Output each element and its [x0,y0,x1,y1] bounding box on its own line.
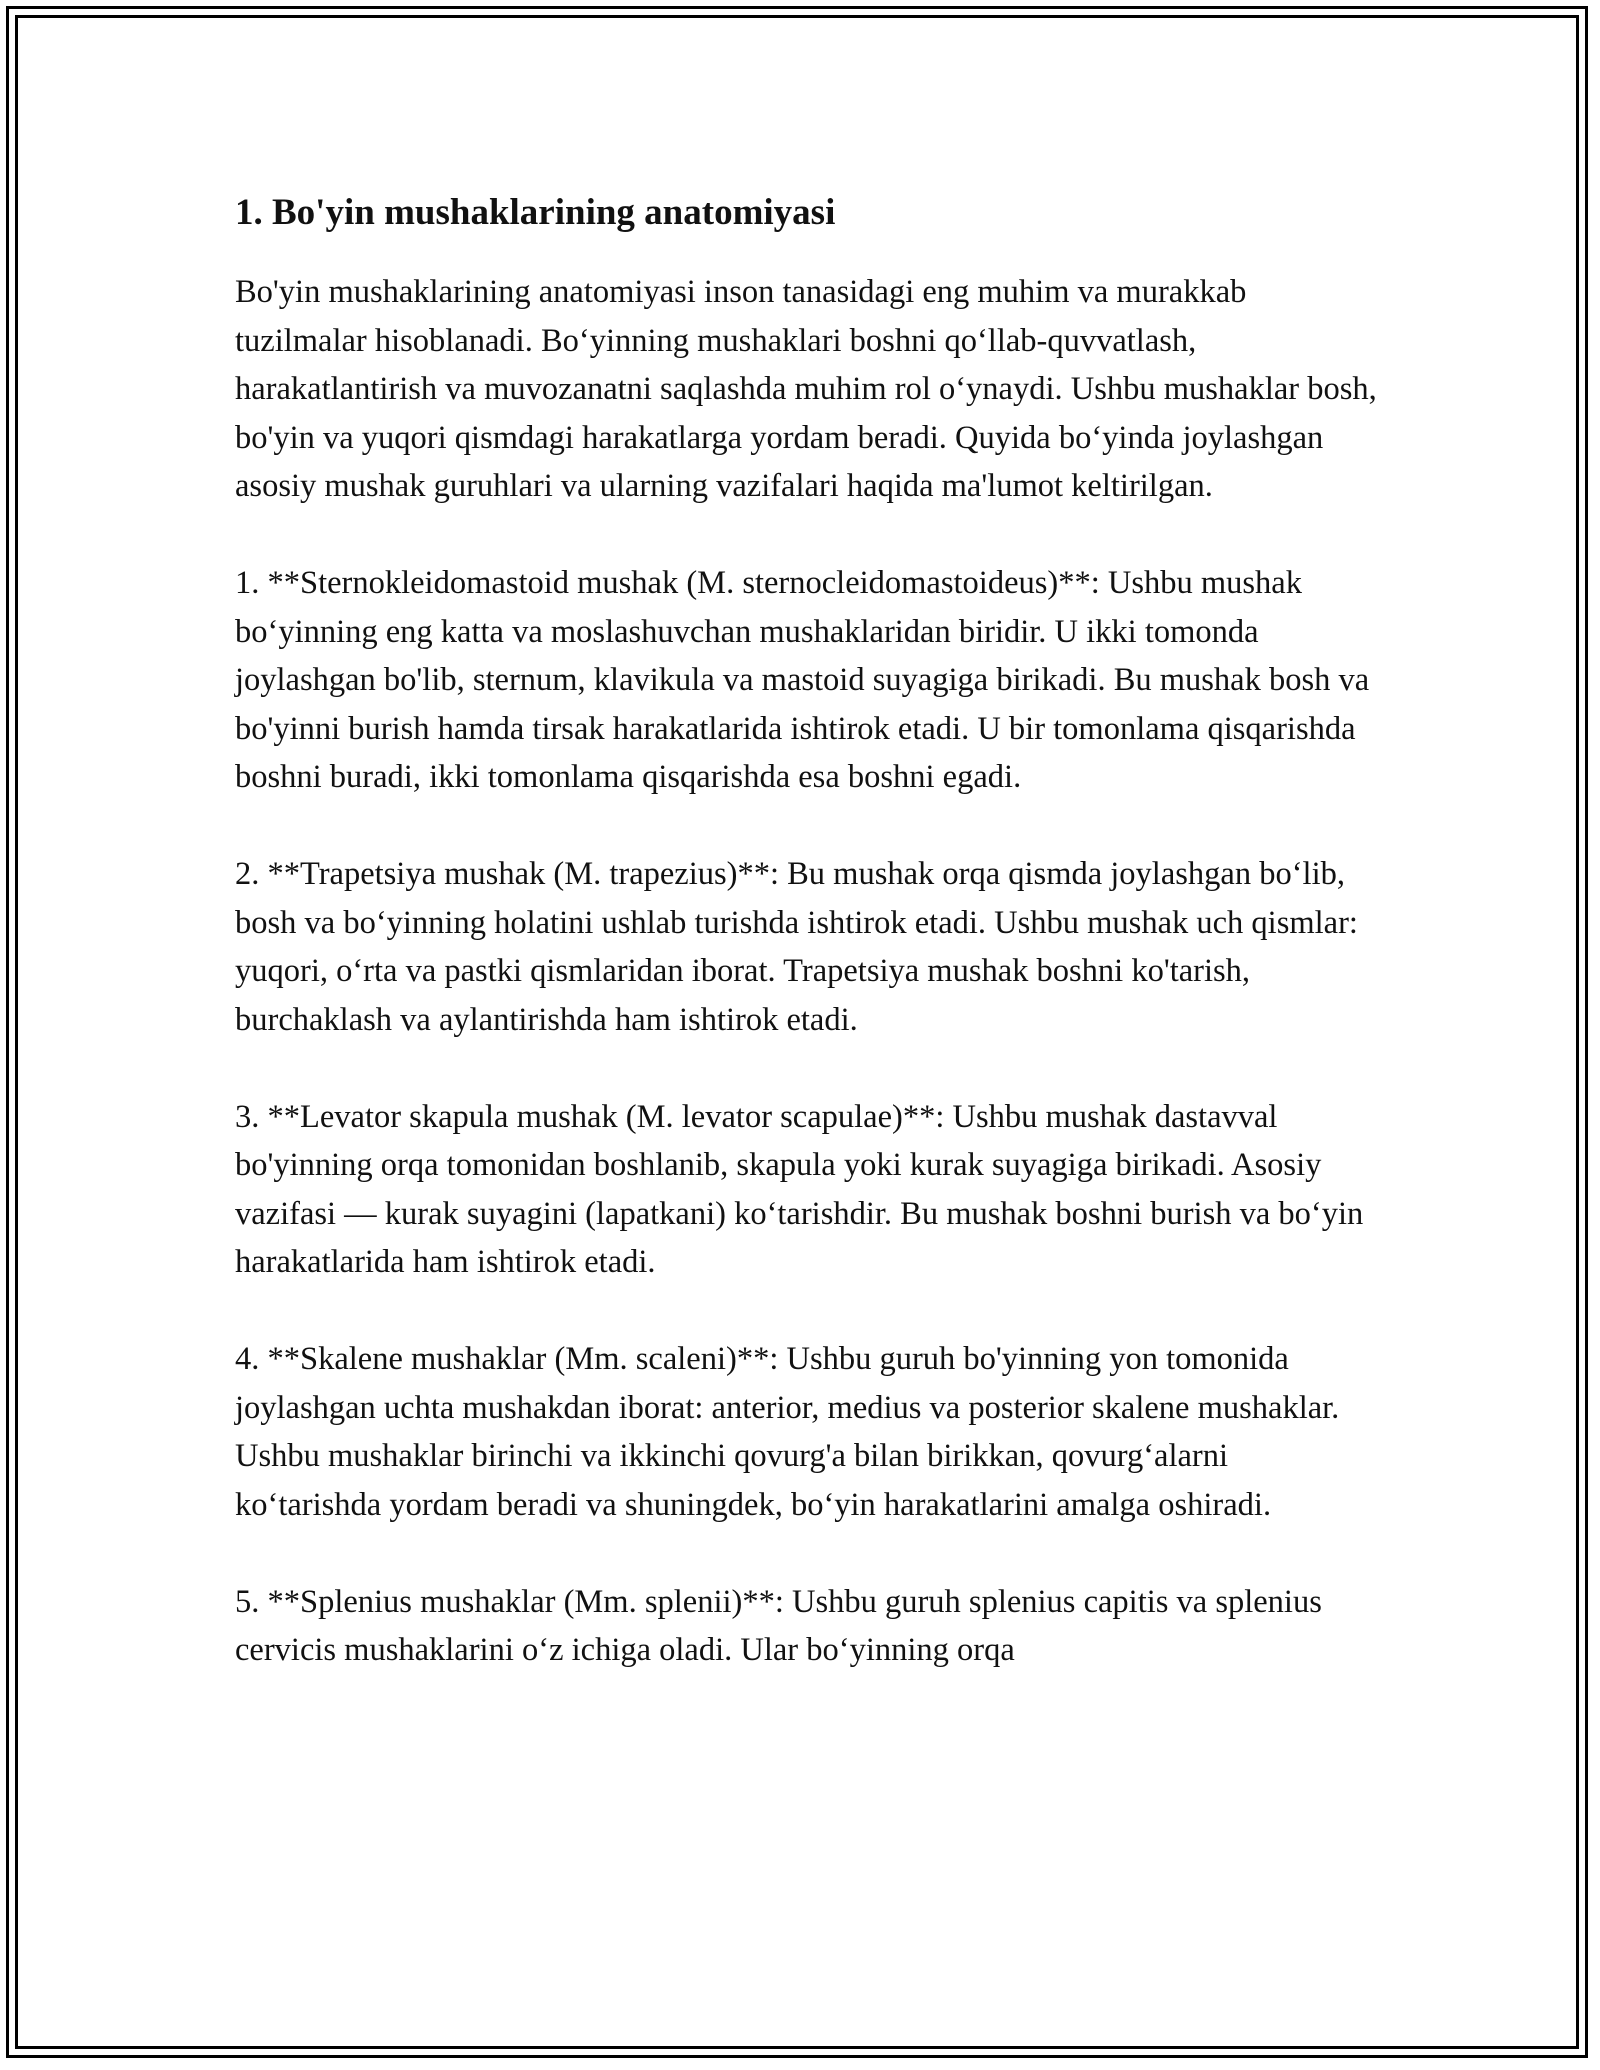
paragraph-levator-scapulae: 3. **Levator skapula mushak (M. levator scapulae)**: Ushbu mushak dastavval bo'yinning orqa tomonidan boshlanib, skapula yoki kurak suyagiga birikadi. Asosiy vazifasi — kurak suyagini (lapatkani) ko‘tarishdir. Bu mushak boshni burish va bo‘yin harakatlarida ham ishtirok etadi. [235,1098,1364,1280]
paragraph-trapezius: 2. **Trapetsiya mushak (M. trapezius)**: Bu mushak orqa qismda joylashgan bo‘lib, bosh va bo‘yinning holatini ushlab turishda ishtirok etadi. Ushbu mushak uch qismlar: yuqori, o‘rta va pastki qismlaridan iborat. Trapetsiya mushak boshni ko'tarish, burchaklash va aylantirishda ham ishtirok etadi. [235,856,1358,1038]
document-body [235,186,1380,1723]
paragraph-splenius: 5. **Splenius mushaklar (Mm. splenii)**: Ushbu guruh splenius capitis va splenius cervicis mushaklarini o‘z ichiga oladi. Ular bo‘yinning orqa [235,1583,1322,1668]
paragraph-sternocleidomastoid: 1. **Sternokleidomastoid mushak (M. sternocleidomastoideus)**: Ushbu mushak bo‘yinning eng katta va moslashuvchan mushaklaridan biridir. U ikki tomonda joylashgan bo'lib, sternum, klavikula va mastoid suyagiga birikadi. Bu mushak bosh va bo'yinni burish hamda tirsak harakatlarida ishtirok etadi. U bir tomonlama qisqarishda boshni buradi, ikki tomonlama qisqarishda esa boshni egadi. [235,565,1370,795]
intro-paragraph: Bo'yin mushaklarining anatomiyasi inson tanasidagi eng muhim va murakkab tuzilmalar hisoblanadi. Bo‘yinning mushaklari boshni qo‘llab-quvvatlash, harakatlantirish va muvozanatni saqlashda muhim rol o‘ynaydi. Ushbu mushaklar bosh, bo'yin va yuqori qismdagi harakatlarga yordam beradi. Quyida bo‘yinda joylashgan asosiy mushak guruhlari va ularning vazifalari haqida ma'lumot keltirilgan. [235,274,1377,504]
section-heading: 1. Bo'yin mushaklarining anatomiyasi [235,192,836,233]
paragraph-scalene: 4. **Skalene mushaklar (Mm. scaleni)**: Ushbu guruh bo'yinning yon tomonida joylashgan uchta mushakdan iborat: anterior, medius va posterior skalene mushaklar. Ushbu mushaklar birinchi va ikkinchi qovurg'a bilan birikkan, qovurg‘alarni ko‘tarishda yordam beradi va shuningdek, bo‘yin harakatlarini amalga oshiradi. [235,1341,1340,1523]
